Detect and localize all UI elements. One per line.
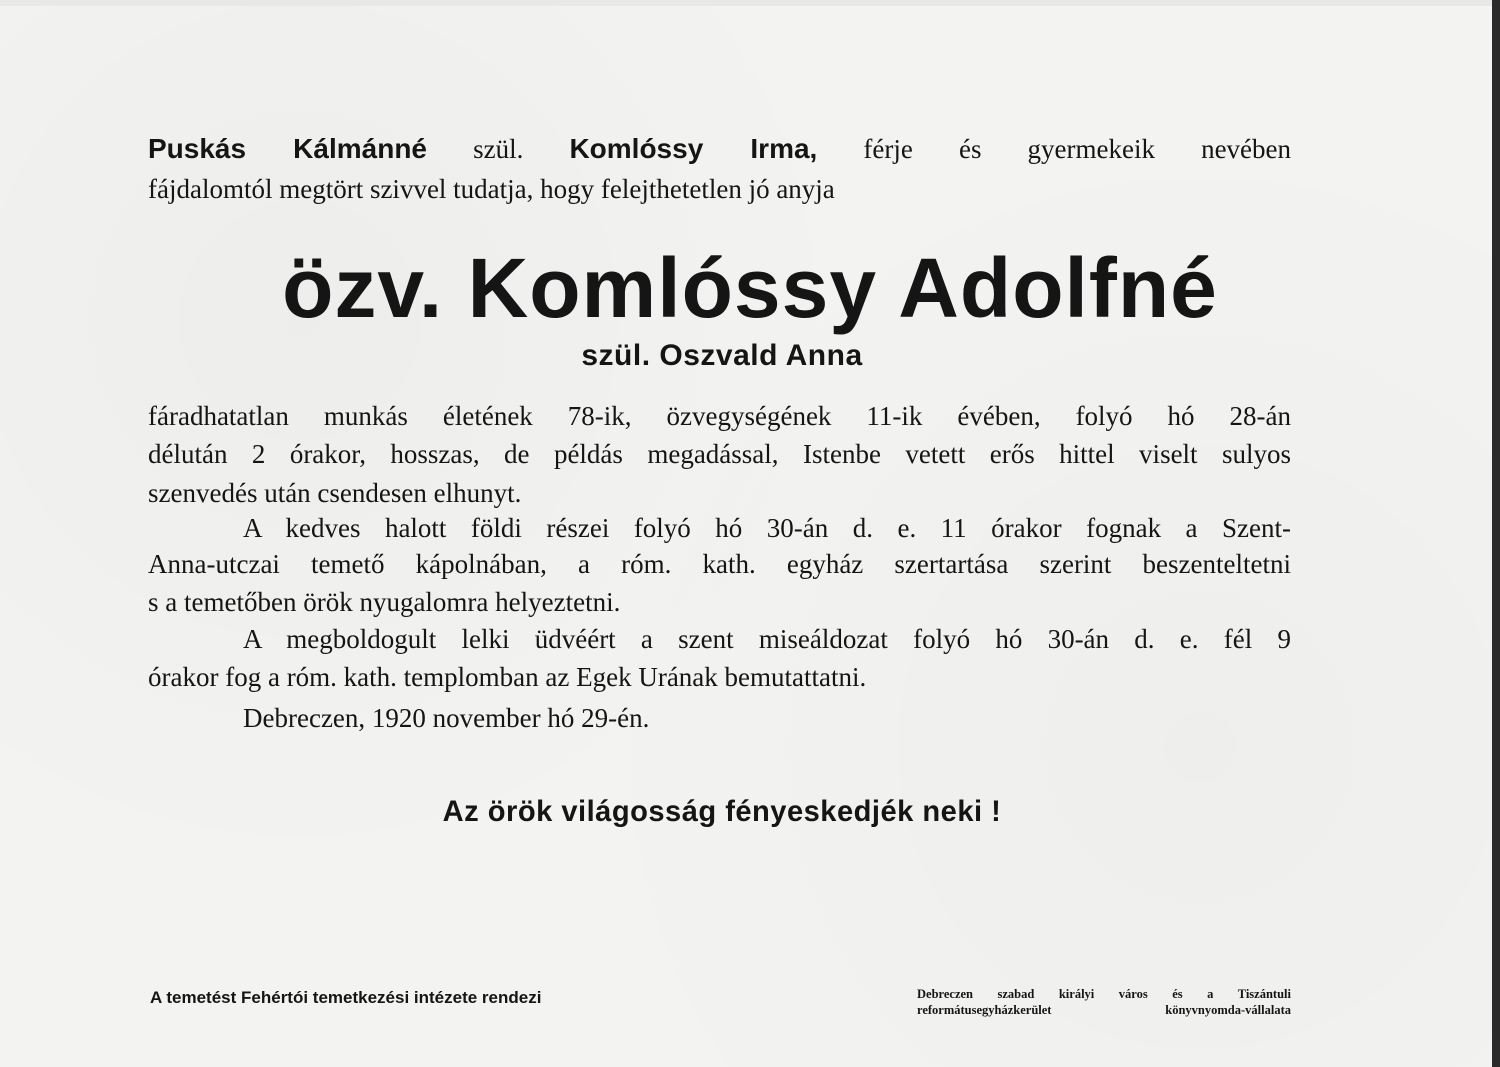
dateline: Debreczen, 1920 november hó 29-én.	[243, 703, 650, 733]
paragraph-1-line-1: fáradhatatlan munkás életének 78-ik, özvegységének 11-ik évében, folyó hó 28-án	[148, 401, 1291, 431]
intro-line-2: fájdalomtól megtört szivvel tudatja, hogy felejthetetlen jó anyja	[148, 174, 835, 204]
printer-credit-line-2: reformátusegyházkerület könyvnyomda-vállalata	[917, 1003, 1291, 1017]
paragraph-1-line-2: délután 2 órakor, hosszas, de példás megadással, Istenbe vetett erős hittel viselt sulyos	[148, 439, 1291, 469]
intro-line-1-rest: férje és gyermekeik nevében	[863, 134, 1292, 164]
paragraph-3-line-1: A megboldogult lelki üdvéért a szent miseáldozat folyó hó 30-án d. e. fél 9	[243, 624, 1291, 654]
paragraph-1-line-3: szenvedés után csendesen elhunyt.	[148, 478, 522, 508]
paragraph-2-line-3: s a temetőben örök nyugalomra helyeztetni.	[148, 587, 621, 617]
farewell-phrase: Az örök világosság fényeskedjék neki !	[442, 795, 1002, 828]
scan-right-edge	[1492, 0, 1500, 1067]
paragraph-2-line-2: Anna-utczai temető kápolnában, a róm. kath. egyház szertartása szerint beszenteltetni	[148, 549, 1291, 579]
printer-credit-line-1: Debreczen szabad királyi város és a Tiszántuli	[917, 987, 1291, 1001]
intro-line-1	[148, 132, 1291, 166]
scan-top-edge	[0, 0, 1500, 6]
announcer-born-prefix: szül.	[473, 134, 524, 164]
paragraph-2-line-1: A kedves halott földi részei folyó hó 30-án d. e. 11 órakor fognak a Szent-	[243, 513, 1291, 543]
deceased-maiden-name: szül. Oszvald Anna	[581, 339, 863, 372]
announcer-maiden-name: Komlóssy Irma,	[569, 133, 818, 164]
deceased-name: özv. Komlóssy Adolfné	[282, 241, 1218, 335]
printer-credit	[917, 986, 1291, 1018]
undertaker-credit: A temetést Fehértói temetkezési intézete rendezi	[150, 988, 542, 1007]
announcer-married-name: Puskás Kálmánné	[148, 133, 428, 164]
paragraph-3-line-2: órakor fog a róm. kath. templomban az Egek Urának bemutattatni.	[148, 662, 867, 692]
